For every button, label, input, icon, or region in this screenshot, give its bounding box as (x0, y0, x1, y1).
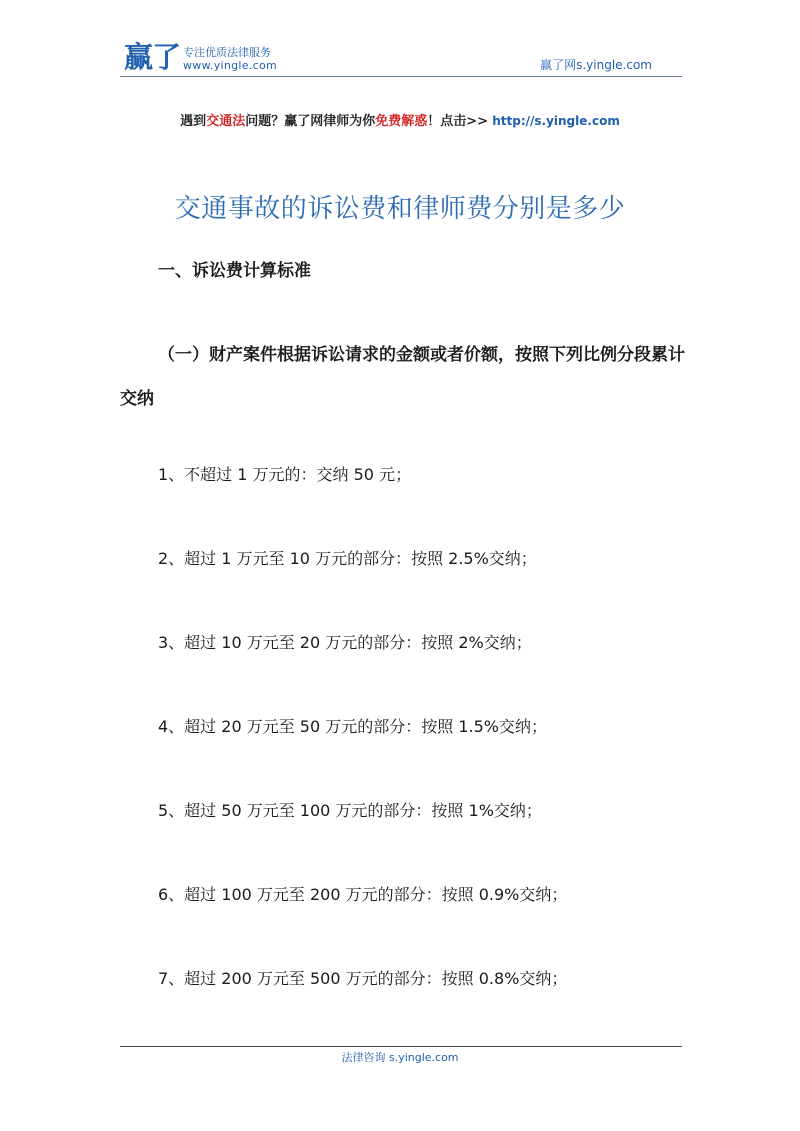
logo-slogan: 专注优质法律服务 (183, 46, 272, 59)
footer-divider (120, 1046, 682, 1047)
list-item: 4、超过 20 万元至 50 万元的部分：按照 1.5%交纳； (158, 717, 547, 736)
promo-text-3: ！点击>> (427, 114, 489, 129)
list-item: 6、超过 100 万元至 200 万元的部分：按照 0.9%交纳； (158, 885, 568, 904)
page-header (120, 40, 682, 77)
intro-paragraph: （一）财产案件根据诉讼请求的金额或者价额，按照下列比例分段累计交纳 (120, 345, 685, 409)
header-site-link[interactable]: 赢了网s.yingle.com (540, 58, 652, 72)
promo-text-2: 问题？赢了网律师为你 (245, 114, 376, 129)
list-item: 2、超过 1 万元至 10 万元的部分：按照 2.5%交纳； (158, 549, 537, 568)
promo-highlight: 免费解惑 (375, 114, 428, 129)
document-title: 交通事故的诉讼费和律师费分别是多少 (174, 194, 626, 224)
promo-banner (0, 110, 800, 129)
section-heading: 一、诉讼费计算标准 (158, 261, 311, 281)
site-logo[interactable] (124, 42, 277, 72)
list-item: 3、超过 10 万元至 20 万元的部分：按照 2%交纳； (158, 633, 532, 652)
logo-text (183, 46, 277, 72)
list-item: 5、超过 50 万元至 100 万元的部分：按照 1%交纳； (158, 801, 542, 820)
page-footer[interactable]: 法律咨询 s.yingle.com (341, 1051, 459, 1064)
list-item: 7、超过 200 万元至 500 万元的部分：按照 0.8%交纳； (158, 969, 568, 988)
promo-keyword: 交通法 (206, 114, 246, 129)
logo-url: www.yingle.com (183, 59, 278, 72)
logo-mark: 赢了 (124, 40, 181, 74)
promo-text-1: 遇到 (180, 114, 207, 129)
promo-link[interactable]: http://s.yingle.com (488, 114, 620, 128)
list-item: 1、不超过 1 万元的：交纳 50 元； (158, 465, 412, 484)
